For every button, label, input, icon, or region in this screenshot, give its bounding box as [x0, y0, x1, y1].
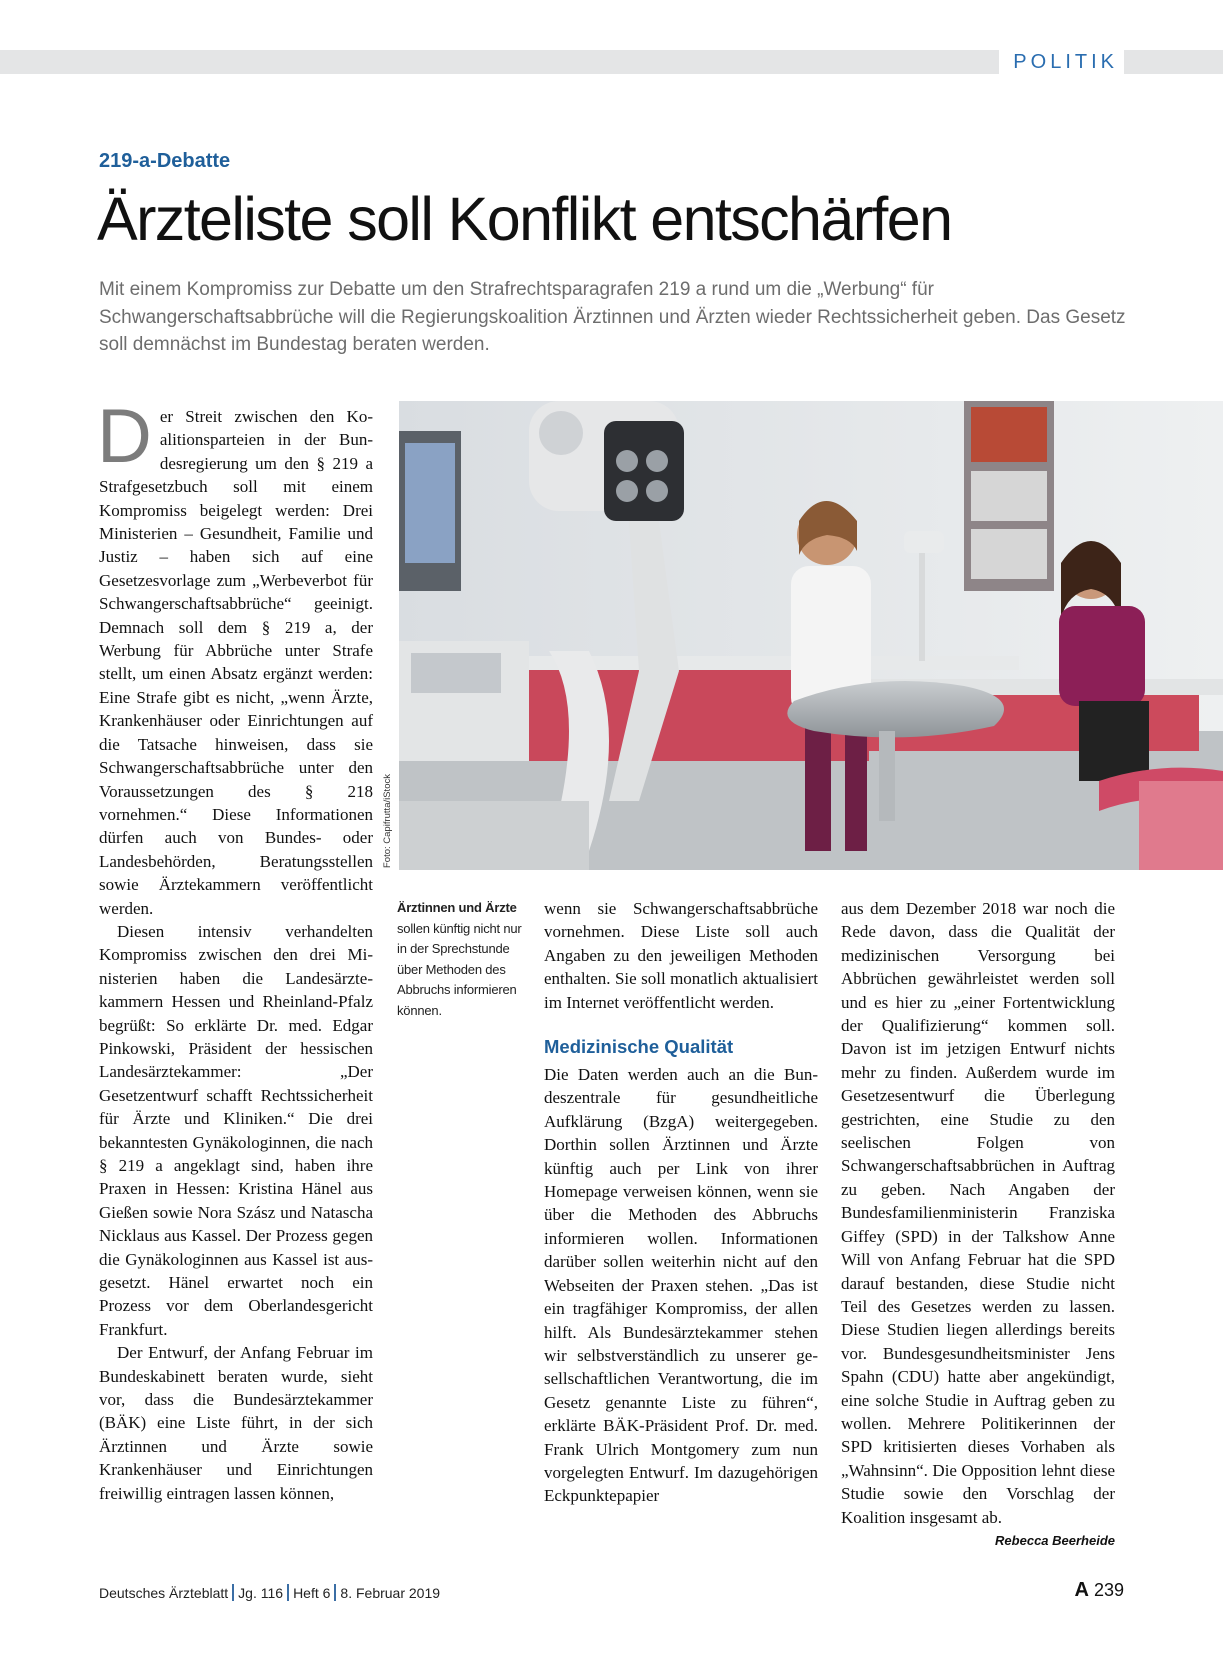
page-prefix: A: [1074, 1579, 1089, 1601]
article-kicker: 219-a-Debatte: [99, 150, 231, 172]
article-headline: Ärzteliste soll Konflikt entschärfen: [97, 185, 952, 253]
article-photo: [399, 401, 1223, 870]
body-column-3: [544, 897, 818, 1508]
journal-name: Deutsches Ärzteblatt: [99, 1585, 229, 1601]
col4-body: [841, 897, 1115, 1548]
paragraph-1-text: er Streit zwischen den Koalitionsparteien in der Bundesregierung um den § 219 a Strafgesetzbuch soll mit einem Kompromiss beigelegt werden: Drei Ministerien – Gesundheit, Familie und Justiz – haben sich auf eine Gesetzesvorlage zum „Werbeverbot für Schwangerschaftsabbrüche“ geeinigt. Demnach soll dem § 219 a, der Werbung für Abbrüche unter Strafe stellt, um einen Absatz ergänzt werden: Eine Strafe gibt es nicht, „wenn Ärzte, Krankenhäuser oder Einrichtungen auf die Tatsache hinweisen, dass sie Schwangerschaftsabbrüche unter den Voraussetzungen des § 218 vornehmen.“ Diese Informationen dürfen auch von Bundes- oder Landesbehörden, Beratungsstellen sowie Ärztekammern veröffentlicht werden.: [99, 407, 373, 918]
paragraph-3: Der Entwurf, der Anfang Februar im Bundeskabinett beraten wurde, sieht vor, dass die Bundesärztekammer (BÄK) eine Liste führt, in der sich Ärztinnen und Ärzte sowie Krankenhäuser und Einrichtungen freiwillig eintragen lassen können,: [99, 1343, 373, 1503]
footer-separator: [334, 1584, 336, 1601]
issue-date: 8. Februar 2019: [340, 1585, 441, 1601]
col3-body: Die Daten werden auch an die Bundeszentrale für gesundheitliche Aufklärung (BzgA) weitergegeben. Dorthin sollen Ärztinnen und Ärzte künftig auch per Link von ihrer Homepage verweisen können, wenn sie über die Methoden des Abbruchs informieren wollen. Informationen darüber sollen weiterhin nicht auf den Webseiten der Praxen stehen. „Das ist ein tragfähiger Kompromiss, der allen hilft. Als Bundesärztekammer stehen wir selbstverständlich zu unserer gesellschaftlichen Verantwortung, die im Gesetz genannte Liste zu führen“, erklärte BÄK-Präsident Prof. Dr. med. Frank Ulrich Montgomery zum nun vorgelegten Entwurf. Im dazugehörigen Eckpunktepapier: [544, 1065, 818, 1506]
article-lead: Mit einem Kompromiss zur Debatte um den Strafrechtsparagrafen 219 a rund um die „Werbung“ für Schwangerschaftsabbrüche will die Regierungskoalition Ärztinnen und Ärzten wieder Rechtssicherheit geben. Das Gesetz soll demnächst im Bundestag beraten werden.: [99, 279, 1126, 355]
body-column-1: [97, 394, 373, 1505]
section-label: POLITIK: [999, 48, 1124, 76]
paragraph-1: [97, 394, 373, 920]
page-number: [1074, 1579, 1124, 1602]
doctor-consultation-image: [399, 401, 1223, 870]
drop-cap: D: [97, 394, 152, 479]
footer-separator: [287, 1584, 289, 1601]
journal-issue: Heft 6: [293, 1585, 331, 1601]
author-byline: Rebecca Beerheide: [995, 1532, 1115, 1548]
col3-intro: wenn sie Schwangerschaftsabbrüche vornehmen. Diese Liste soll auch Angaben zu den jeweiligen Methoden enthalten. Sie soll monatlich aktualisiert im Internet veröffentlicht werden.: [544, 899, 818, 1012]
footer-separator: [232, 1584, 234, 1601]
caption-lead: Ärztinnen und Ärzte: [397, 900, 517, 915]
journal-volume: Jg. 116: [238, 1585, 284, 1601]
page-number-value: 239: [1093, 1580, 1124, 1600]
caption-text: sollen künftig nicht nur in der Sprechstunde über Methoden des Abbruchs informieren können.: [397, 920, 522, 1018]
body-column-4: [841, 897, 1115, 1552]
subheading: Medizinische Qualität: [544, 1036, 734, 1058]
photo-credit: Foto: Capifrutta/iStock: [382, 774, 393, 868]
paragraph-2: Diesen intensiv verhandelten Kompromiss zwischen den drei Ministerien haben die Landesärztekammern Hessen und Rheinland-Pfalz begrüßt: So erklärte Dr. med. Edgar Pinkowski, Präsident der hessischen Landesärztekammer: „Der Gesetzentwurf schafft Rechtssicherheit für Ärzte und Kliniken.“ Die drei bekanntesten Gynäkologinnen, die nach § 219 a angeklagt sind, haben ihre Praxen in Hessen: Kristina Hänel aus Gießen sowie Nora Szász und Natascha Nicklaus aus Kassel. Der Prozess gegen die Gynäkologinnen aus Kassel ist ausgesetzt. Hänel erwartet noch ein Prozess vor dem Oberlandesgericht Frankfurt.: [99, 921, 373, 1339]
photo-caption: [397, 898, 522, 1021]
page-footer: [99, 1584, 440, 1601]
col4-text: aus dem Dezember 2018 war noch die Rede davon, dass die Qualität der medizinischen Versorgung bei Abbrüchen gewährleistet werden soll und es hier zu „einer Fortentwicklung der Qualifizierung“ kommen soll. Davon ist im jetzigen Entwurf nichts mehr zu finden. Außerdem wurde im Gesetzesentwurf die Überlegung gestrichten, eine Studie zu den seelischen Folgen von Schwangerschaftsabbrüchen in Auftrag zu geben. Nach Angaben der Bundesfamilienministerin Franziska Giffey (SPD) in der Talkshow Anne Will von Anfang Februar hat die SPD darauf bestanden, diese Studie nicht Teil des Gesetzes werden zu lassen. Diese Studien liegen allerdings bereits vor. Bundesgesundheitsminister Jens Spahn (CDU) hatte aber angekündigt, eine solche Studie in Auftrag geben zu wollen. Mehrere Politikerinnen der SPD kritisierten dieses Vorhaben als „Wahnsinn“. Die Opposition lehnt diese Studie sowie den Vorschlag der Koalition insgesamt ab.: [841, 899, 1115, 1527]
